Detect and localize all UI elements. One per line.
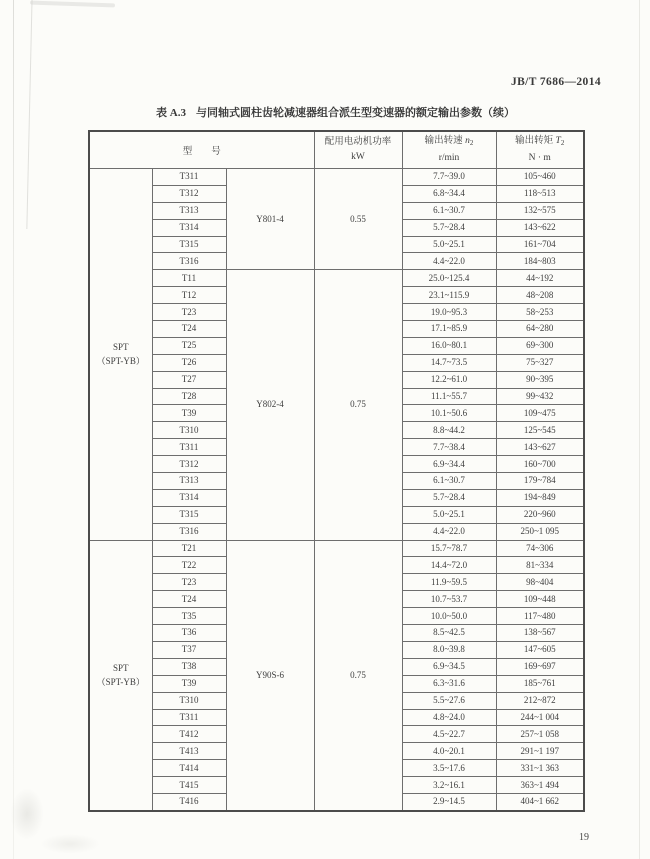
speed-cell: 8.0~39.8 xyxy=(402,641,496,658)
series-cell xyxy=(89,540,152,811)
model-cell: T312 xyxy=(152,185,226,202)
torque-cell: 184~803 xyxy=(496,253,584,270)
speed-cell: 6.8~34.4 xyxy=(402,185,496,202)
table-row xyxy=(89,540,584,557)
series-variant: （SPT-YB） xyxy=(96,356,145,367)
torque-cell: 64~280 xyxy=(496,321,584,338)
speed-cell: 5.5~27.6 xyxy=(402,692,496,709)
header-output-torque-unit: N · m xyxy=(528,153,551,163)
model-cell: T413 xyxy=(152,743,226,760)
header-output-speed-label: 输出转速 $n_2$ xyxy=(424,136,474,147)
torque-cell: 404~1 662 xyxy=(496,793,584,810)
model-cell: T27 xyxy=(152,371,226,388)
model-cell: T39 xyxy=(152,675,226,692)
scan-artifact-top-smudge xyxy=(30,1,115,8)
model-cell: T310 xyxy=(152,692,226,709)
model-cell: T311 xyxy=(152,709,226,726)
series-name: SPT xyxy=(112,342,129,353)
header-output-speed xyxy=(402,131,496,169)
header-motor-power-unit: kW xyxy=(351,152,365,162)
torque-cell: 44~192 xyxy=(496,270,584,287)
torque-cell: 331~1 363 xyxy=(496,760,584,777)
model-cell: T25 xyxy=(152,337,226,354)
torque-cell: 143~627 xyxy=(496,439,584,456)
speed-cell: 6.3~31.6 xyxy=(402,675,496,692)
model-cell: T24 xyxy=(152,591,226,608)
model-cell: T12 xyxy=(152,287,226,304)
speed-cell: 19.0~95.3 xyxy=(402,304,496,321)
speed-cell: 5.7~28.4 xyxy=(402,219,496,236)
model-cell: T22 xyxy=(152,557,226,574)
torque-cell: 74~306 xyxy=(496,540,584,557)
table-label: 表 A.3 xyxy=(156,107,186,119)
torque-cell: 143~622 xyxy=(496,219,584,236)
speed-cell: 4.8~24.0 xyxy=(402,709,496,726)
torque-cell: 250~1 095 xyxy=(496,523,584,540)
speed-cell: 14.4~72.0 xyxy=(402,557,496,574)
motor-cell: Y802-4 xyxy=(226,270,314,540)
model-cell: T38 xyxy=(152,658,226,675)
torque-cell: 75~327 xyxy=(496,354,584,371)
torque-cell: 147~605 xyxy=(496,641,584,658)
speed-cell: 6.9~34.5 xyxy=(402,658,496,675)
model-cell: T11 xyxy=(152,270,226,287)
model-cell: T416 xyxy=(152,793,226,810)
speed-cell: 6.1~30.7 xyxy=(402,473,496,490)
table-row xyxy=(89,270,584,287)
torque-cell: 212~872 xyxy=(496,692,584,709)
torque-cell: 81~334 xyxy=(496,557,584,574)
speed-cell: 11.9~59.5 xyxy=(402,574,496,591)
model-cell: T414 xyxy=(152,760,226,777)
power-cell: 0.75 xyxy=(314,270,402,540)
speed-cell: 2.9~14.5 xyxy=(402,793,496,810)
torque-cell: 105~460 xyxy=(496,169,584,186)
model-cell: T26 xyxy=(152,354,226,371)
model-cell: T312 xyxy=(152,456,226,473)
torque-cell: 99~432 xyxy=(496,388,584,405)
torque-cell: 160~700 xyxy=(496,456,584,473)
speed-cell: 4.4~22.0 xyxy=(402,253,496,270)
torque-cell: 69~300 xyxy=(496,337,584,354)
speed-cell: 25.0~125.4 xyxy=(402,270,496,287)
speed-cell: 7.7~39.0 xyxy=(402,169,496,186)
table-title xyxy=(88,104,583,120)
header-output-torque-label: 输出转矩 $T_2$ xyxy=(515,136,565,147)
speed-cell: 5.0~25.1 xyxy=(402,506,496,523)
series-cell xyxy=(89,169,152,541)
series-name: SPT xyxy=(112,663,129,674)
scan-artifact-bottom-smudge-2 xyxy=(40,834,100,854)
torque-cell: 118~513 xyxy=(496,185,584,202)
header-motor-power xyxy=(314,131,402,169)
torque-cell: 257~1 058 xyxy=(496,726,584,743)
series-variant: （SPT-YB） xyxy=(96,677,145,688)
torque-cell: 194~849 xyxy=(496,489,584,506)
model-cell: T316 xyxy=(152,523,226,540)
model-cell: T313 xyxy=(152,473,226,490)
speed-cell: 5.0~25.1 xyxy=(402,236,496,253)
model-cell: T315 xyxy=(152,236,226,253)
standard-code: JB/T 7686—2014 xyxy=(510,76,601,88)
model-cell: T316 xyxy=(152,253,226,270)
speed-cell: 10.1~50.6 xyxy=(402,405,496,422)
speed-cell: 7.7~38.4 xyxy=(402,439,496,456)
speed-cell: 11.1~55.7 xyxy=(402,388,496,405)
torque-cell: 363~1 494 xyxy=(496,777,584,794)
torque-cell: 138~567 xyxy=(496,625,584,642)
motor-cell: Y90S-6 xyxy=(226,540,314,811)
header-output-torque xyxy=(496,131,584,169)
speed-cell: 10.7~53.7 xyxy=(402,591,496,608)
model-cell: T36 xyxy=(152,625,226,642)
speed-cell: 4.5~22.7 xyxy=(402,726,496,743)
model-cell: T37 xyxy=(152,641,226,658)
torque-cell: 244~1 004 xyxy=(496,709,584,726)
torque-cell: 132~575 xyxy=(496,202,584,219)
speed-cell: 17.1~85.9 xyxy=(402,321,496,338)
model-cell: T315 xyxy=(152,506,226,523)
torque-cell: 185~761 xyxy=(496,675,584,692)
torque-cell: 161~704 xyxy=(496,236,584,253)
torque-cell: 179~784 xyxy=(496,473,584,490)
power-cell: 0.75 xyxy=(314,540,402,811)
model-cell: T311 xyxy=(152,169,226,186)
speed-cell: 8.8~44.2 xyxy=(402,422,496,439)
torque-cell: 98~404 xyxy=(496,574,584,591)
model-cell: T313 xyxy=(152,202,226,219)
model-cell: T23 xyxy=(152,304,226,321)
model-cell: T310 xyxy=(152,422,226,439)
table-header-row xyxy=(89,131,584,169)
speed-cell: 3.2~16.1 xyxy=(402,777,496,794)
speed-cell: 23.1~115.9 xyxy=(402,287,496,304)
table-row xyxy=(89,169,584,186)
speed-cell: 14.7~73.5 xyxy=(402,354,496,371)
model-cell: T39 xyxy=(152,405,226,422)
model-cell: T28 xyxy=(152,388,226,405)
table-caption: 与同轴式圆柱齿轮减速器组合派生型变速器的额定输出参数（续） xyxy=(195,107,515,119)
model-cell: T21 xyxy=(152,540,226,557)
torque-cell: 169~697 xyxy=(496,658,584,675)
power-cell: 0.55 xyxy=(314,169,402,270)
model-cell: T412 xyxy=(152,726,226,743)
torque-cell: 117~480 xyxy=(496,608,584,625)
torque-cell: 109~448 xyxy=(496,591,584,608)
model-cell: T24 xyxy=(152,321,226,338)
scan-artifact-bottom-smudge xyxy=(10,788,44,840)
torque-cell: 48~208 xyxy=(496,287,584,304)
speed-cell: 10.0~50.0 xyxy=(402,608,496,625)
torque-cell: 58~253 xyxy=(496,304,584,321)
speed-cell: 15.7~78.7 xyxy=(402,540,496,557)
model-cell: T35 xyxy=(152,608,226,625)
speed-cell: 3.5~17.6 xyxy=(402,760,496,777)
scan-artifact-right-edge xyxy=(639,0,640,859)
torque-cell: 125~545 xyxy=(496,422,584,439)
header-model: 型 号 xyxy=(89,131,314,169)
model-cell: T314 xyxy=(152,489,226,506)
speed-cell: 6.9~34.4 xyxy=(402,456,496,473)
model-cell: T314 xyxy=(152,219,226,236)
table-body xyxy=(89,169,584,811)
torque-cell: 90~395 xyxy=(496,371,584,388)
header-output-speed-unit: r/min xyxy=(438,153,460,163)
torque-cell: 291~1 197 xyxy=(496,743,584,760)
model-cell: T415 xyxy=(152,777,226,794)
speed-cell: 12.2~61.0 xyxy=(402,371,496,388)
torque-cell: 109~475 xyxy=(496,405,584,422)
speed-cell: 6.1~30.7 xyxy=(402,202,496,219)
speed-cell: 5.7~28.4 xyxy=(402,489,496,506)
scan-artifact-left-edge-2 xyxy=(26,0,32,229)
scan-artifact-left-edge xyxy=(13,0,14,859)
speed-cell: 8.5~42.5 xyxy=(402,625,496,642)
output-parameters-table xyxy=(88,130,585,812)
speed-cell: 16.0~80.1 xyxy=(402,337,496,354)
model-cell: T311 xyxy=(152,439,226,456)
model-cell: T23 xyxy=(152,574,226,591)
header-motor-power-label: 配用电动机功率 xyxy=(324,137,392,147)
page-number: 19 xyxy=(579,832,589,843)
speed-cell: 4.0~20.1 xyxy=(402,743,496,760)
speed-cell: 4.4~22.0 xyxy=(402,523,496,540)
torque-cell: 220~960 xyxy=(496,506,584,523)
motor-cell: Y801-4 xyxy=(226,169,314,270)
